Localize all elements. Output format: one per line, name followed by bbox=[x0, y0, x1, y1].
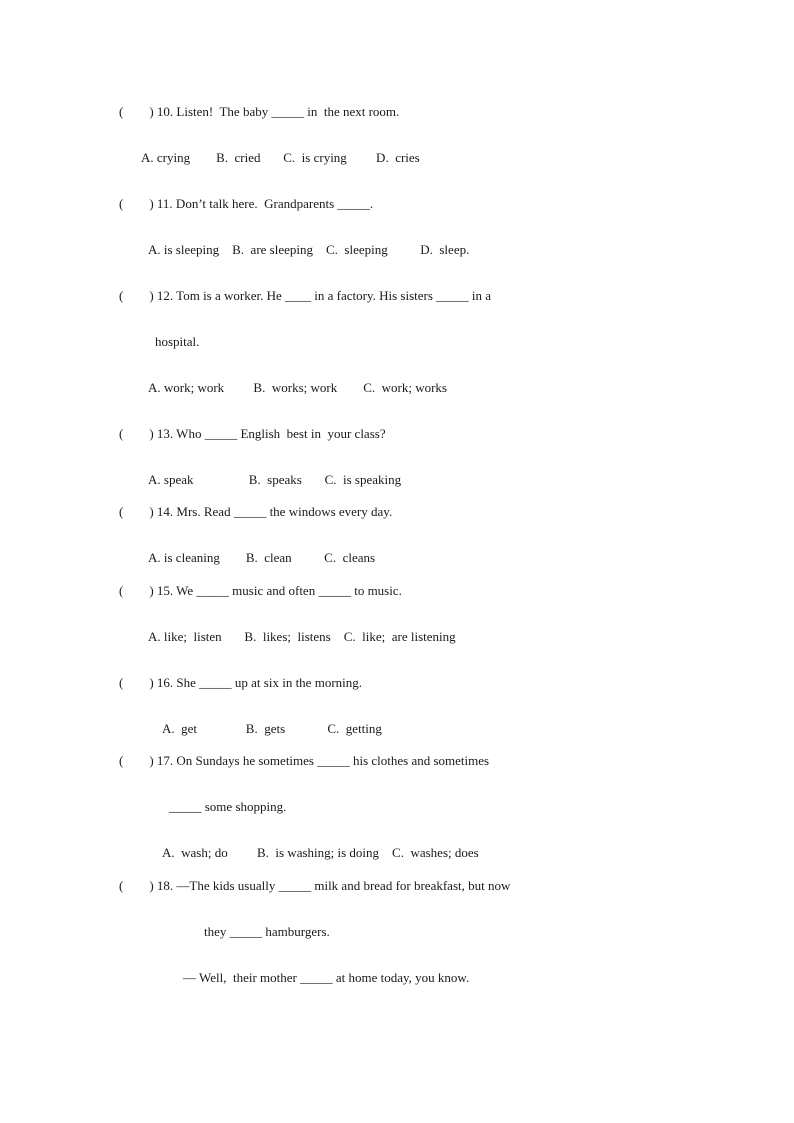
question-12-options: A. work; work B. works; work C. work; works bbox=[148, 380, 447, 395]
question-13-stem: ( ) 13. Who _____ English best in your class? bbox=[119, 426, 386, 441]
question-11-stem: ( ) 11. Don’t talk here. Grandparents _____. bbox=[119, 196, 374, 211]
question-16-options: A. get B. gets C. getting bbox=[162, 721, 382, 736]
question-18-stem: ( ) 18. —The kids usually _____ milk and bread for breakfast, but now bbox=[119, 878, 511, 893]
question-10-options: A. crying B. cried C. is crying D. cries bbox=[141, 150, 420, 165]
question-17-stem: ( ) 17. On Sundays he sometimes _____ his clothes and sometimes bbox=[119, 753, 490, 768]
question-11-options: A. is sleeping B. are sleeping C. sleeping D. sleep. bbox=[148, 242, 470, 257]
question-17-options: A. wash; do B. is washing; is doing C. washes; does bbox=[162, 845, 479, 860]
question-15-options: A. like; listen B. likes; listens C. like; are listening bbox=[148, 629, 456, 644]
question-14-stem: ( ) 14. Mrs. Read _____ the windows every day. bbox=[119, 504, 393, 519]
question-16-stem: ( ) 16. She _____ up at six in the morning. bbox=[119, 675, 363, 690]
question-10-stem: ( ) 10. Listen! The baby _____ in the next room. bbox=[119, 104, 400, 119]
question-14-options: A. is cleaning B. clean C. cleans bbox=[148, 550, 376, 565]
question-18-reply: — Well, their mother _____ at home today, you know. bbox=[183, 970, 470, 985]
question-12-stem: ( ) 12. Tom is a worker. He ____ in a factory. His sisters _____ in a bbox=[119, 288, 492, 303]
question-13-options: A. speak B. speaks C. is speaking bbox=[148, 472, 402, 487]
question-17-stem-continuation: _____ some shopping. bbox=[169, 799, 287, 814]
question-18-stem-continuation: they _____ hamburgers. bbox=[204, 924, 330, 939]
question-15-stem: ( ) 15. We _____ music and often _____ to music. bbox=[119, 583, 402, 598]
question-12-stem-continuation: hospital. bbox=[155, 334, 200, 349]
